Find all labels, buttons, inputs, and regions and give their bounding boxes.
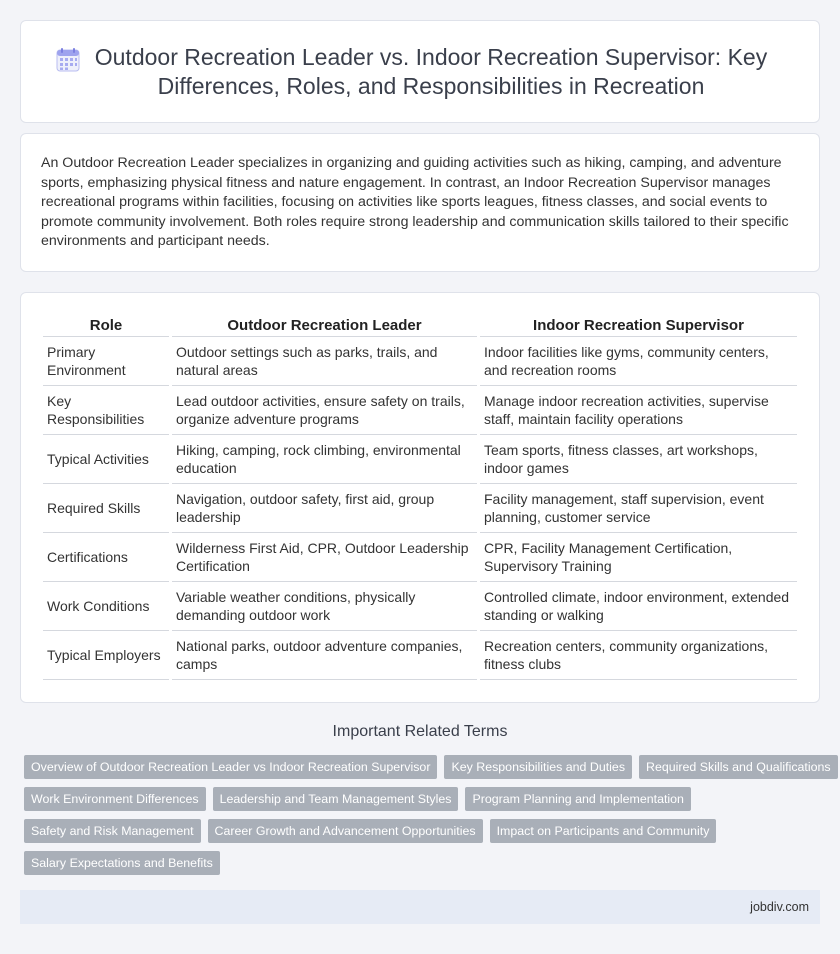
intro-paragraph: An Outdoor Recreation Leader specializes in organizing and guiding activities such as hiking, camping, and adventure sports, emphasizing physical fitness and nature engagement. In contrast, an Indoor Recreation Supervisor manages recreational programs within facilities, focusing on activities like sports leagues, fitness classes, and social events to promote community involvement. Both roles require strong leadership and communication skills tailored to their specific environments and participant needs. bbox=[41, 155, 789, 249]
intro-card bbox=[20, 133, 820, 272]
indoor-cell: Manage indoor recreation activities, supervise staff, maintain facility operations bbox=[480, 386, 797, 435]
row-label: Typical Employers bbox=[43, 631, 169, 680]
outdoor-cell: Lead outdoor activities, ensure safety on trails, organize adventure programs bbox=[172, 386, 477, 435]
outdoor-cell: Hiking, camping, rock climbing, environmental education bbox=[172, 435, 477, 484]
indoor-cell: CPR, Facility Management Certification, Supervisory Training bbox=[480, 533, 797, 582]
table-row bbox=[43, 484, 797, 533]
related-term-tag[interactable]: Key Responsibilities and Duties bbox=[444, 755, 632, 779]
related-term-tag[interactable]: Leadership and Team Management Styles bbox=[213, 787, 459, 811]
related-term-tag[interactable]: Work Environment Differences bbox=[24, 787, 206, 811]
outdoor-cell: Wilderness First Aid, CPR, Outdoor Leadership Certification bbox=[172, 533, 477, 582]
tag-row bbox=[24, 819, 824, 843]
footer bbox=[20, 890, 820, 924]
related-term-tag[interactable]: Program Planning and Implementation bbox=[465, 787, 690, 811]
outdoor-cell: Variable weather conditions, physically demanding outdoor work bbox=[172, 582, 477, 631]
header-role: Role bbox=[43, 314, 169, 337]
table-row bbox=[43, 337, 797, 386]
table-row bbox=[43, 533, 797, 582]
header-indoor: Indoor Recreation Supervisor bbox=[480, 314, 797, 337]
tag-row bbox=[24, 755, 831, 779]
related-term-tag[interactable]: Career Growth and Advancement Opportunities bbox=[208, 819, 483, 843]
outdoor-cell: National parks, outdoor adventure companies, camps bbox=[172, 631, 477, 680]
table-row bbox=[43, 582, 797, 631]
indoor-cell: Team sports, fitness classes, art workshops, indoor games bbox=[480, 435, 797, 484]
related-term-tag[interactable]: Impact on Participants and Community bbox=[490, 819, 717, 843]
row-label: Key Responsibilities bbox=[43, 386, 169, 435]
row-label: Work Conditions bbox=[43, 582, 169, 631]
related-terms-list bbox=[24, 755, 831, 883]
outdoor-cell: Navigation, outdoor safety, first aid, group leadership bbox=[172, 484, 477, 533]
row-label: Primary Environment bbox=[43, 337, 169, 386]
footer-site-link[interactable]: jobdiv.com bbox=[750, 900, 809, 914]
indoor-cell: Indoor facilities like gyms, community centers, and recreation rooms bbox=[480, 337, 797, 386]
indoor-cell: Controlled climate, indoor environment, extended standing or walking bbox=[480, 582, 797, 631]
table-row bbox=[43, 386, 797, 435]
related-term-tag[interactable]: Overview of Outdoor Recreation Leader vs Indoor Recreation Supervisor bbox=[24, 755, 437, 779]
tag-row bbox=[24, 851, 824, 875]
indoor-cell: Facility management, staff supervision, event planning, customer service bbox=[480, 484, 797, 533]
header-outdoor: Outdoor Recreation Leader bbox=[172, 314, 477, 337]
tag-row bbox=[24, 787, 824, 811]
related-term-tag[interactable]: Required Skills and Qualifications bbox=[639, 755, 838, 779]
table-row bbox=[43, 631, 797, 680]
table-row bbox=[43, 435, 797, 484]
related-terms-heading: Important Related Terms bbox=[332, 723, 508, 740]
row-label: Typical Activities bbox=[43, 435, 169, 484]
title-card bbox=[20, 20, 820, 123]
page-title: Outdoor Recreation Leader vs. Indoor Recreation Supervisor: Key Differences, Roles, and Responsibilities in Recreation bbox=[94, 43, 768, 99]
related-term-tag[interactable]: Safety and Risk Management bbox=[24, 819, 201, 843]
table-header-row bbox=[43, 314, 797, 337]
comparison-card bbox=[20, 292, 820, 703]
row-label: Required Skills bbox=[43, 484, 169, 533]
calendar-icon bbox=[55, 47, 81, 73]
outdoor-cell: Outdoor settings such as parks, trails, and natural areas bbox=[172, 337, 477, 386]
comparison-table bbox=[40, 314, 800, 680]
related-term-tag[interactable]: Salary Expectations and Benefits bbox=[24, 851, 220, 875]
row-label: Certifications bbox=[43, 533, 169, 582]
indoor-cell: Recreation centers, community organizations, fitness clubs bbox=[480, 631, 797, 680]
